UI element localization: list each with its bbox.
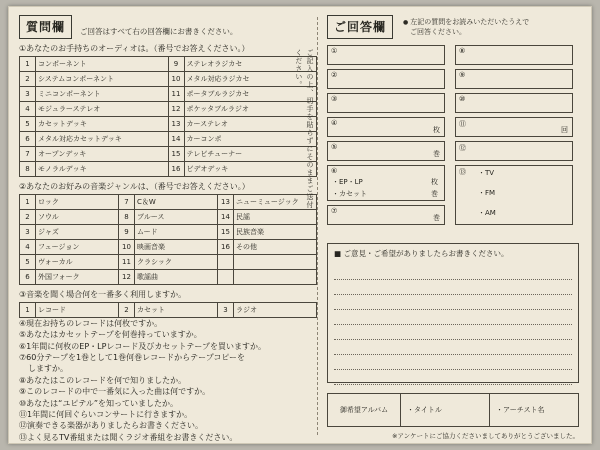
option-number: 3 <box>218 303 234 318</box>
questions-header <box>19 15 317 39</box>
answer-box-13-tv-label: ・TV <box>478 169 495 177</box>
option-number: 2 <box>119 303 135 318</box>
answer-box-4-unit: 枚 <box>433 126 440 134</box>
answers-column <box>327 15 585 440</box>
answer-boxes-grid <box>327 45 585 223</box>
writing-line <box>334 310 572 325</box>
option-label: フュージョン <box>36 240 119 255</box>
question-3-options-table <box>19 302 317 318</box>
option-number: 8 <box>20 162 36 177</box>
questions-title: 質問欄 <box>19 15 72 39</box>
answers-note-line2: ご回答ください。 <box>410 27 467 36</box>
question-13-label: ⑬よく見るTV番組または聞くラジオ番組をお書きください。 <box>19 432 238 442</box>
option-label <box>234 255 317 270</box>
option-label: カーステレオ <box>184 117 317 132</box>
option-number: 10 <box>119 240 135 255</box>
requested-album-heading: 御希望アルバム <box>328 394 401 426</box>
option-label: ニューミュージック <box>234 195 317 210</box>
option-number: 16 <box>218 240 234 255</box>
option-number: 11 <box>168 87 184 102</box>
answer-box-4[interactable] <box>327 117 445 137</box>
option-label: レコード <box>36 303 119 318</box>
answer-box-7-number: ⑦ <box>331 207 338 215</box>
option-number: 5 <box>20 117 36 132</box>
question-7-label: ⑦60分テープを1巻として1巻何巻レコードからテープコピーを <box>19 353 246 363</box>
table-row <box>20 210 317 225</box>
answer-box-8-number: ⑧ <box>459 47 466 55</box>
writing-line <box>334 370 572 385</box>
question-4-label: ④現在お持ちのレコードは何枚ですか。 <box>19 319 163 328</box>
table-row <box>20 132 317 147</box>
answer-box-13-number: ⑬ <box>459 168 466 176</box>
question-3-label: ③音楽を聞く場合何を一番多く利用しますか。 <box>19 290 187 299</box>
option-label: C＆W <box>135 195 218 210</box>
option-label: ミニコンポーネント <box>36 87 169 102</box>
option-number: 2 <box>20 72 36 87</box>
option-number <box>218 270 234 285</box>
option-number: 2 <box>20 210 36 225</box>
option-number <box>218 255 234 270</box>
option-label: 民族音楽 <box>234 225 317 240</box>
option-number: 5 <box>20 255 36 270</box>
option-label: オープンデッキ <box>36 147 169 162</box>
question-8-label: ⑧あなたはこのレコードを何で知りましたか。 <box>19 375 187 385</box>
answer-box-8[interactable] <box>455 45 573 65</box>
option-label: ムード <box>135 225 218 240</box>
table-row <box>20 255 317 270</box>
option-label: ステレオラジカセ <box>184 57 317 72</box>
opinion-writing-lines <box>334 265 572 385</box>
answer-box-6-unit-b: 巻 <box>431 190 438 198</box>
questions-title-note: ご回答はすべて右の回答欄にお書きください。 <box>80 27 238 36</box>
answer-box-5-number: ⑤ <box>331 143 338 151</box>
answer-box-13-fm-label: ・FM <box>478 189 496 197</box>
answer-box-13[interactable] <box>455 165 573 225</box>
table-row <box>20 117 317 132</box>
option-number: 14 <box>168 132 184 147</box>
option-number: 9 <box>119 225 135 240</box>
option-label: クラシック <box>135 255 218 270</box>
option-label: メタル対応カセットデッキ <box>36 132 169 147</box>
answers-note-line1: ● 左記の質問をお読みいただいたうえで <box>403 18 529 26</box>
table-row <box>20 303 317 318</box>
option-number: 15 <box>218 225 234 240</box>
table-row <box>20 225 317 240</box>
option-label: カーコンポ <box>184 132 317 147</box>
option-label: 外国フォーク <box>36 270 119 285</box>
question-11-label: ⑪1年間に何回ぐらいコンサートに行きますか。 <box>19 409 193 419</box>
album-artist-field[interactable]: ・アーチスト名 <box>489 394 578 426</box>
option-label: ヴォーカル <box>36 255 119 270</box>
answer-box-2-number: ② <box>331 71 338 79</box>
option-number: 1 <box>20 57 36 72</box>
writing-line <box>334 355 572 370</box>
option-number: 3 <box>20 225 36 240</box>
option-number: 7 <box>20 147 36 162</box>
option-number: 10 <box>168 72 184 87</box>
answer-box-4-number: ④ <box>331 119 338 127</box>
option-number: 4 <box>20 240 36 255</box>
option-number: 16 <box>168 162 184 177</box>
option-label: テレビチューナー <box>184 147 317 162</box>
option-label: モノラルデッキ <box>36 162 169 177</box>
questions-column <box>19 15 317 442</box>
table-row <box>20 87 317 102</box>
option-label: ポケッタブルラジオ <box>184 102 317 117</box>
answer-box-1[interactable] <box>327 45 445 65</box>
option-number: 7 <box>119 195 135 210</box>
answer-box-10[interactable] <box>455 93 573 113</box>
album-title-field[interactable]: ・タイトル <box>407 406 442 414</box>
option-number: 15 <box>168 147 184 162</box>
opinion-heading: ■ ご意見・ご希望がありましたらお書きください。 <box>334 248 572 259</box>
answer-box-11[interactable] <box>455 117 573 137</box>
question-7-label-cont: しますか。 <box>28 364 68 374</box>
answers-note <box>403 15 529 38</box>
answer-box-2[interactable] <box>327 69 445 89</box>
table-row <box>20 147 317 162</box>
question-2-label: ②あなたのお好みの音楽ジャンルは、（番号でお答えください。） <box>19 182 250 191</box>
option-number: 13 <box>168 117 184 132</box>
question-1-label: ①あなたのお手持ちのオーディオは。（番号でお答えください。） <box>19 44 250 53</box>
table-row <box>20 240 317 255</box>
answer-box-1-number: ① <box>331 47 338 55</box>
answer-box-6-number: ⑥ <box>331 167 338 175</box>
question-5-label: ⑤あなたはカセットテープを何巻持っていますか。 <box>19 330 202 340</box>
answer-box-11-number: ⑪ <box>459 120 466 128</box>
option-number: 12 <box>168 102 184 117</box>
question-1-options-table <box>19 56 317 177</box>
option-number: 4 <box>20 102 36 117</box>
option-number: 6 <box>20 270 36 285</box>
option-label: 映画音楽 <box>135 240 218 255</box>
option-number: 13 <box>218 195 234 210</box>
option-number: 8 <box>119 210 135 225</box>
answer-box-7-unit: 巻 <box>433 214 440 222</box>
answer-box-9[interactable] <box>455 69 573 89</box>
answer-box-6-ep-lp-label: ・EP・LP <box>332 178 363 186</box>
option-label: ブルース <box>135 210 218 225</box>
option-number: 1 <box>20 303 36 318</box>
option-label: ポータブルラジカセ <box>184 87 317 102</box>
option-number: 6 <box>20 132 36 147</box>
column-divider <box>317 17 318 435</box>
option-label: モジュラーステレオ <box>36 102 169 117</box>
option-number: 11 <box>119 255 135 270</box>
table-row <box>20 72 317 87</box>
answer-box-3-number: ③ <box>331 95 338 103</box>
writing-line <box>334 280 572 295</box>
requested-album-box[interactable] <box>327 393 579 427</box>
table-row <box>20 102 317 117</box>
table-row <box>20 195 317 210</box>
option-number: 14 <box>218 210 234 225</box>
option-number: 1 <box>20 195 36 210</box>
answer-box-13-am-label: ・AM <box>478 209 496 217</box>
answer-box-11-unit: 回 <box>561 126 568 134</box>
writing-line <box>334 265 572 280</box>
answer-box-12-number: ⑫ <box>459 144 466 152</box>
answer-box-6-unit-a: 枚 <box>431 178 438 186</box>
writing-line <box>334 325 572 340</box>
option-label: メタル対応ラジカセ <box>184 72 317 87</box>
option-label: システムコンポーネント <box>36 72 169 87</box>
option-label: ラジオ <box>234 303 317 318</box>
answer-box-5-unit: 巻 <box>433 150 440 158</box>
questions-4-to-13 <box>19 318 317 443</box>
table-row <box>20 57 317 72</box>
option-number: 12 <box>119 270 135 285</box>
question-12-label: ⑫演奏できる楽器がありましたらお書きください。 <box>19 421 203 431</box>
answer-box-9-number: ⑨ <box>459 71 466 79</box>
option-label: ジャズ <box>36 225 119 240</box>
answer-box-7[interactable] <box>327 205 445 225</box>
option-number: 9 <box>168 57 184 72</box>
answer-box-12[interactable] <box>455 141 573 161</box>
option-label: 歌謡曲 <box>135 270 218 285</box>
table-row <box>20 270 317 285</box>
option-label: ビデオデッキ <box>184 162 317 177</box>
answer-box-6[interactable] <box>327 165 445 201</box>
writing-line <box>334 340 572 355</box>
answers-header <box>327 15 585 39</box>
answer-box-5[interactable] <box>327 141 445 161</box>
answers-title: ご回答欄 <box>327 15 393 39</box>
question-2-options-table <box>19 194 317 285</box>
option-label: その他 <box>234 240 317 255</box>
option-label: カセット <box>135 303 218 318</box>
table-row <box>20 162 317 177</box>
thanks-note: ※アンケートにご協力くださいましてありがとうございました。 <box>391 432 579 440</box>
option-label: カセットデッキ <box>36 117 169 132</box>
option-label: ソウル <box>36 210 119 225</box>
questionnaire-sheet <box>8 6 592 444</box>
option-number: 3 <box>20 87 36 102</box>
option-label: コンポーネント <box>36 57 169 72</box>
question-9-label: ⑨このレコードの中で一番気に入った曲は何ですか。 <box>19 387 211 397</box>
mailing-instruction-note: ご記入の上、切手を貼らずにそのままご送付ください。 <box>294 49 314 209</box>
option-label <box>234 270 317 285</box>
option-label: 民謡 <box>234 210 317 225</box>
answer-box-3[interactable] <box>327 93 445 113</box>
question-6-label: ⑥1年間に何枚のEP・LPレコード及びカセットテープを買いますか。 <box>19 341 267 351</box>
answer-box-6-cassette-label: ・カセット <box>332 190 367 198</box>
writing-line <box>334 295 572 310</box>
opinion-box[interactable] <box>327 243 579 383</box>
question-10-label: ⑩あなたは“ユピテル”を知っていましたか。 <box>19 398 179 408</box>
option-label: ロック <box>36 195 119 210</box>
answer-box-10-number: ⑩ <box>459 95 466 103</box>
